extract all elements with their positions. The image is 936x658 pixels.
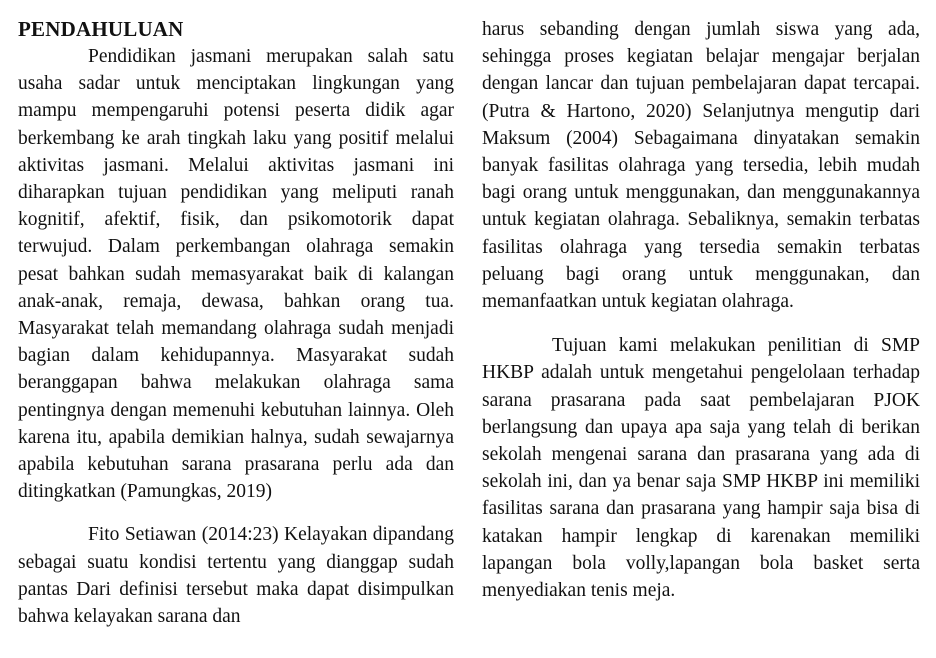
paragraph-intro: Pendidikan jasmani merupakan salah satu usaha sadar untuk menciptakan lingkungan yang mampu mempengaruhi potensi peserta didik agar berkembang ke arah tingkah laku yang positif melalui aktivitas jasmani. Melalui aktivitas jasmani ini diharapkan tujuan pendidikan yang meliputi ranah kognitif, afektif, fisik, dan psikomotorik dapat terwujud. Dalam perkembangan olahraga semakin pesat bahkan sudah memasyarakat baik di kalangan anak-anak, remaja, dewasa, bahkan orang tua. Masyarakat telah memandang olahraga sudah menjadi bagian dalam kehidupannya. Masyarakat sudah beranggapan bahwa melakukan olahraga sama pentingnya dengan memenuhi kebutuhan lainnya. Oleh karena itu, apabila demikian halnya, sudah sewajarnya apabila kebutuhan sarana prasarana perlu ada dan ditingkatkan (Pamungkas, 2019)	[18, 46, 454, 503]
left-column	[18, 0, 454, 630]
paragraph-tujuan: Tujuan kami melakukan penilitian di SMP HKBP adalah untuk mengetahui pengelolaan terhadap sarana prasarana pada saat pembelajaran PJOK berlangsung dan upaya apa saja yang telah di berikan sekolah mengenai sarana dan prasarana yang ada di sekolah ini, dan ya benar saja SMP HKBP ini memiliki fasilitas sarana dan prasarana yang hampir saja bisa di katakan hampir lengkap di karenakan memiliki lapangan bola volly,lapangan bola basket serta menyediakan tenis meja.	[482, 335, 920, 602]
paragraph-continuation: harus sebanding dengan jumlah siswa yang ada, sehingga proses kegiatan belajar mengajar berjalan dengan lancar dan tujuan pembelajaran dapat tercapai. (Putra & Hartono, 2020) Selanjutnya mengutip dari Maksum (2004) Sebagaimana dinyatakan semakin banyak fasilitas olahraga yang tersedia, lebih mudah bagi orang untuk menggunakan, dan menggunakannya untuk kegiatan olahraga. Sebaliknya, semakin terbatas fasilitas olahraga yang tersedia semakin terbatas peluang bagi orang untuk menggunakan, dan memanfaatkan untuk kegiatan olahraga.	[482, 19, 920, 313]
section-heading: PENDAHULUAN	[18, 17, 184, 41]
paragraph-kelayakan: Fito Setiawan (2014:23) Kelayakan dipandang sebagai suatu kondisi tertentu yang dianggap sudah pantas Dari definisi tersebut maka dapat disimpulkan bahwa kelayakan sarana dan	[18, 524, 454, 628]
right-column	[482, 0, 920, 604]
